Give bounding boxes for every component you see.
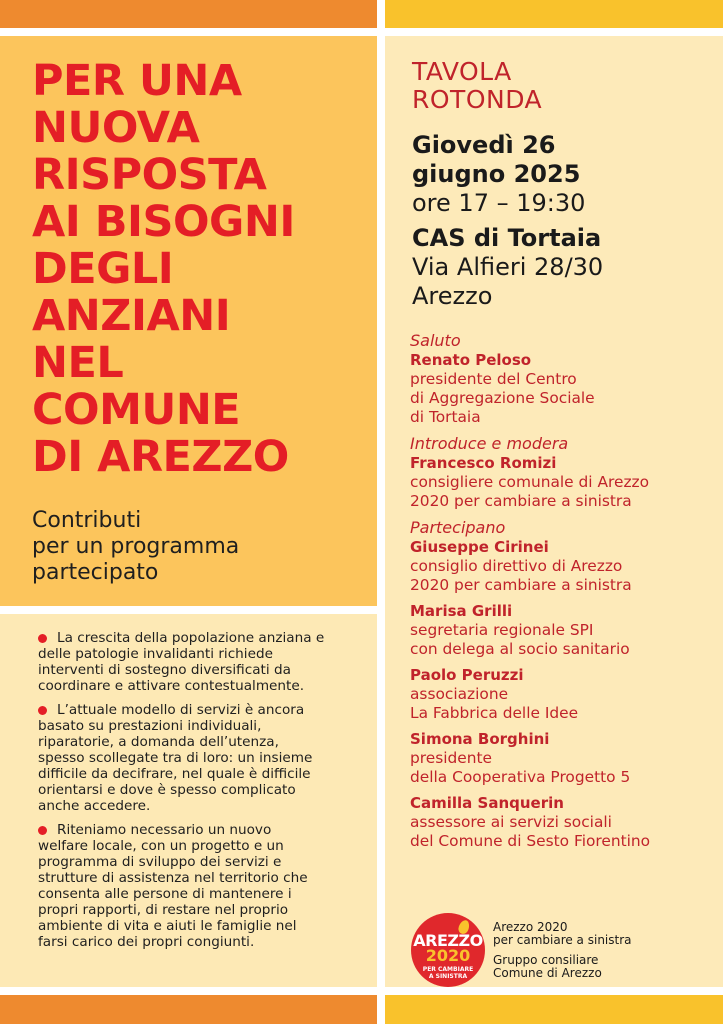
bottom-right-band <box>385 995 723 1024</box>
speaker-item <box>410 538 715 595</box>
group-line: Comune di Arezzo <box>493 966 602 980</box>
bullet-line: spesso scollegate tra di loro: un insieme <box>38 750 313 766</box>
group-line: Arezzo 2020 <box>493 920 568 934</box>
bullet-dot-icon <box>38 706 47 715</box>
subtitle-line: partecipato <box>32 560 159 585</box>
event-type-line: TAVOLA <box>412 57 512 86</box>
bullet-line: Riteniamo necessario un nuovo <box>57 822 272 838</box>
speaker-role-line: consigliere comunale di Arezzo <box>410 473 650 491</box>
title-line: DI AREZZO <box>32 432 289 482</box>
speaker-role-line: consiglio direttivo di Arezzo <box>410 557 623 575</box>
speaker-item <box>410 666 715 723</box>
bullet-item <box>38 630 368 694</box>
bullet-line: basato su prestazioni individuali, <box>38 718 262 734</box>
logo-tag-line: A SINISTRA <box>428 973 468 980</box>
bullet-line: riparatorie, a domanda dell’utenza, <box>38 734 279 750</box>
title-line: DEGLI <box>32 244 174 294</box>
bullet-line: coordinare e attivare contestualmente. <box>38 678 305 694</box>
speaker-item <box>410 602 715 659</box>
event-type-line: ROTONDA <box>412 85 543 114</box>
speaker-role <box>410 749 715 787</box>
bottom-left-band <box>0 995 377 1024</box>
section-label-partecipano: Partecipano <box>410 518 506 537</box>
group-line: per cambiare a sinistra <box>493 933 632 947</box>
title-line: NEL <box>32 338 124 388</box>
bullet-line: interventi di sostegno diversificati da <box>38 662 291 678</box>
title-line: ANZIANI <box>32 291 231 341</box>
venue-address-line: Arezzo <box>412 282 493 310</box>
bullet-line: difficile da decifrare, nel quale è difficile <box>38 766 311 782</box>
event-date-line: Giovedì 26 <box>412 131 556 159</box>
speaker-name: Francesco Romizi <box>410 454 557 472</box>
event-date <box>412 131 580 189</box>
section-label-saluto: Saluto <box>410 331 461 350</box>
program-list <box>410 331 715 858</box>
event-date-line: giugno 2025 <box>412 160 581 188</box>
speaker-role <box>410 685 715 723</box>
speaker-name: Renato Peloso <box>410 351 532 369</box>
bullet-line: welfare locale, con un progetto e un <box>38 838 284 854</box>
speaker-role-line: associazione <box>410 685 509 703</box>
bullet-line: farsi carico dei propri congiunti. <box>38 934 255 950</box>
bullet-line: anche accedere. <box>38 798 151 814</box>
speaker-name: Marisa Grilli <box>410 602 513 620</box>
speaker-role <box>410 813 715 851</box>
speaker-role-line: La Fabbrica delle Idee <box>410 704 579 722</box>
bullet-line: ambiente di vita e aiuti le famiglie nel <box>38 918 297 934</box>
bullet-dot-icon <box>38 826 47 835</box>
speaker-item <box>410 351 715 427</box>
speaker-role-line: assessore ai servizi sociali <box>410 813 612 831</box>
speaker-role-line: del Comune di Sesto Fiorentino <box>410 832 651 850</box>
speaker-item <box>410 794 715 851</box>
subtitle-line: Contributi <box>32 508 142 533</box>
speaker-role <box>410 473 715 511</box>
bullet-item <box>38 702 368 814</box>
section-label-modera: Introduce e modera <box>410 434 569 453</box>
venue-name: CAS di Tortaia <box>412 224 602 252</box>
speaker-name: Camilla Sanquerin <box>410 794 564 812</box>
speaker-role <box>410 557 715 595</box>
top-left-band <box>0 0 377 28</box>
bullet-line: propri rapporti, di restare nel proprio <box>38 902 289 918</box>
bullet-line: consenta alle persone di mantenere i <box>38 886 292 902</box>
title-line: AI BISOGNI <box>32 197 295 247</box>
speaker-role-line: di Tortaia <box>410 408 481 426</box>
speaker-item <box>410 730 715 787</box>
bullet-dot-icon <box>38 634 47 643</box>
event-type <box>412 58 542 114</box>
bullet-item <box>38 822 368 950</box>
logo-tag-line: PER CAMBIARE <box>422 966 474 973</box>
title-line: PER UNA <box>32 56 242 106</box>
venue-address <box>412 253 603 311</box>
speaker-role-line: presidente <box>410 749 493 767</box>
subtitle-line: per un programma <box>32 534 240 559</box>
event-time: ore 17 – 19:30 <box>412 189 586 217</box>
speaker-role-line: 2020 per cambiare a sinistra <box>410 576 632 594</box>
speaker-role-line: di Aggregazione Sociale <box>410 389 595 407</box>
speaker-role-line: segretaria regionale SPI <box>410 621 594 639</box>
speaker-name: Giuseppe Cirinei <box>410 538 549 556</box>
top-right-band <box>385 0 723 28</box>
speaker-name: Paolo Peruzzi <box>410 666 524 684</box>
logo-year: 2020 <box>425 946 471 965</box>
arezzo-2020-logo <box>411 913 485 987</box>
venue-address-line: Via Alfieri 28/30 <box>412 253 604 281</box>
speaker-role-line: 2020 per cambiare a sinistra <box>410 492 632 510</box>
bullet-line: programma di sviluppo dei servizi e <box>38 854 282 870</box>
title-line: RISPOSTA <box>32 150 267 200</box>
group-info <box>493 921 713 980</box>
speaker-name: Simona Borghini <box>410 730 550 748</box>
title-line: NUOVA <box>32 103 200 153</box>
speaker-role-line: presidente del Centro <box>410 370 577 388</box>
group-line: Gruppo consiliare <box>493 953 599 967</box>
bullet-line: orientarsi e dove è spesso complicato <box>38 782 296 798</box>
speaker-role-line: con delega al socio sanitario <box>410 640 630 658</box>
title-line: COMUNE <box>32 385 241 435</box>
bullet-line: La crescita della popolazione anziana e <box>57 630 325 646</box>
subtitle <box>32 508 362 586</box>
bullet-line: delle patologie invalidanti richiede <box>38 646 273 662</box>
description-bullets <box>38 630 368 958</box>
speaker-item <box>410 454 715 511</box>
bullet-line: L’attuale modello di servizi è ancora <box>57 702 305 718</box>
speaker-role <box>410 621 715 659</box>
logo-word: AREZZO <box>413 931 483 950</box>
speaker-role <box>410 370 715 427</box>
speaker-role-line: della Cooperativa Progetto 5 <box>410 768 631 786</box>
bullet-line: strutture di assistenza nel territorio che <box>38 870 308 886</box>
logo-tagline <box>411 966 485 980</box>
main-title <box>32 58 372 481</box>
